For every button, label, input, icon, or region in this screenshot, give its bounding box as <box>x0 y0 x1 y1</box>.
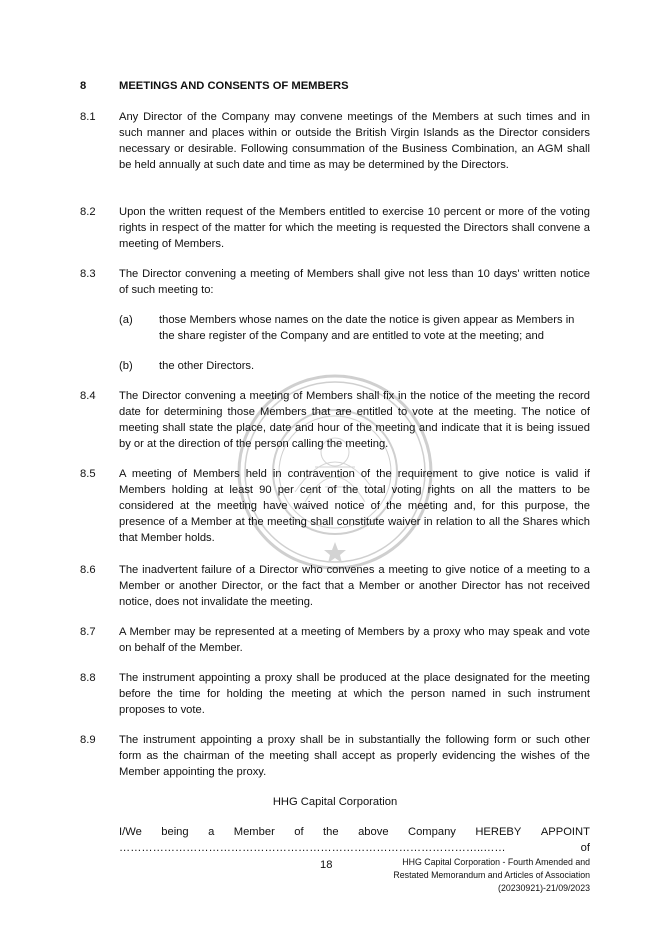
subclause-text: the other Directors. <box>159 360 255 372</box>
clause-text: The instrument appointing a proxy shall be produced at the place designated for the meeting before the time for holding the meeting at which the person named in such instrument proposes to vote. <box>119 672 590 717</box>
clause-8-1 <box>80 109 590 173</box>
appoint-word: APPOINT <box>540 826 590 838</box>
clause-text: The instrument appointing a proxy shall be in substantially the following form or such other form as the chairman of the meeting shall accept as properly evidencing the wishes of the Member appointing the proxy. <box>119 734 590 779</box>
subclause-b <box>119 358 590 374</box>
appoint-word: the <box>323 826 339 838</box>
appointee-line <box>119 840 590 856</box>
footer-line-2: Restated Memorandum and Articles of Association <box>393 870 590 880</box>
section-title: MEETINGS AND CONSENTS OF MEMBERS <box>119 80 349 92</box>
clause-number: 8.5 <box>80 468 96 480</box>
subclause-text: those Members whose names on the date the notice is given appear as Members in the share register of the Company and are entitled to vote at the meeting; and <box>159 314 575 343</box>
clause-number: 8.4 <box>80 390 96 402</box>
clause-text: The inadvertent failure of a Director who convenes a meeting to give notice of a meeting to a Member or another Director, or the fact that a Member or another Director has not received notice, does not invalidate the meeting. <box>119 564 590 609</box>
clause-8-9 <box>80 732 590 780</box>
appoint-word: being <box>161 826 189 838</box>
clause-8-4 <box>80 388 590 452</box>
appoint-word: Member <box>233 826 275 838</box>
clause-8-6 <box>80 562 590 610</box>
appointee-blank: ……………………………………………………………………………………..…… <box>119 842 506 855</box>
clause-number: 8.2 <box>80 206 96 218</box>
line-end-word: of <box>580 842 590 855</box>
footer-line-3: (20230921)-21/09/2023 <box>498 883 590 893</box>
page-number: 18 <box>320 859 333 871</box>
appoint-word: above <box>358 826 389 838</box>
clause-8-7 <box>80 624 590 656</box>
clause-number: 8.9 <box>80 734 96 746</box>
appoint-line <box>119 824 590 840</box>
subclause-label: (a) <box>119 314 133 326</box>
clause-number: 8.6 <box>80 564 96 576</box>
clause-text: Upon the written request of the Members entitled to exercise 10 percent or more of the voting rights in respect of the matter for which the meeting is requested the Directors shall convene a meeting of Members. <box>119 206 590 251</box>
appoint-word: Company <box>408 826 456 838</box>
form-company-name: HHG Capital Corporation <box>272 796 398 808</box>
clause-text: Any Director of the Company may convene meetings of the Members at such times and in such manner and places within or outside the British Virgin Islands as the Director considers necessary or desirable. Following consummation of the Business Combination, an AGM shall be held annually at such date and time as may be determined by the Directors. <box>119 111 590 172</box>
document-footer <box>393 856 590 895</box>
subclause-a <box>119 312 590 344</box>
clause-text: The Director convening a meeting of Members shall give not less than 10 days' written notice of such meeting to: <box>119 268 590 297</box>
clause-number: 8.8 <box>80 672 96 684</box>
clause-number: 8.3 <box>80 268 96 280</box>
appoint-word: of <box>294 826 304 838</box>
footer-line-1: HHG Capital Corporation - Fourth Amended and <box>402 857 590 867</box>
clause-8-3 <box>80 266 590 298</box>
clause-number: 8.7 <box>80 626 96 638</box>
appoint-word: HEREBY <box>475 826 522 838</box>
clause-text: The Director convening a meeting of Members shall fix in the notice of the meeting the record date for determining those Members that are entitled to vote at the meeting. The notice of meeting shall state the place, date and hour of the meeting and indicate that it is being issued by or at the direction of the person calling the meeting. <box>119 390 590 451</box>
section-number: 8 <box>80 80 87 92</box>
subclause-label: (b) <box>119 360 133 372</box>
appoint-word: a <box>208 826 215 838</box>
clause-text: A Member may be represented at a meeting of Members by a proxy who may speak and vote on behalf of the Member. <box>119 626 590 655</box>
clause-8-2 <box>80 204 590 252</box>
proxy-form-appoint <box>119 824 590 856</box>
clause-8-8 <box>80 670 590 718</box>
appoint-word: I/We <box>119 826 142 838</box>
clause-8-5 <box>80 466 590 546</box>
clause-number: 8.1 <box>80 111 96 123</box>
clause-text: A meeting of Members held in contravention of the requirement to give notice is valid if Members holding at least 90 per cent of the total voting rights on all the matters to be considered at the meeting have waived notice of the meeting and, for this purpose, the presence of a Member at the meeting shall constitute waiver in relation to all the Shares which that Member holds. <box>119 468 590 545</box>
